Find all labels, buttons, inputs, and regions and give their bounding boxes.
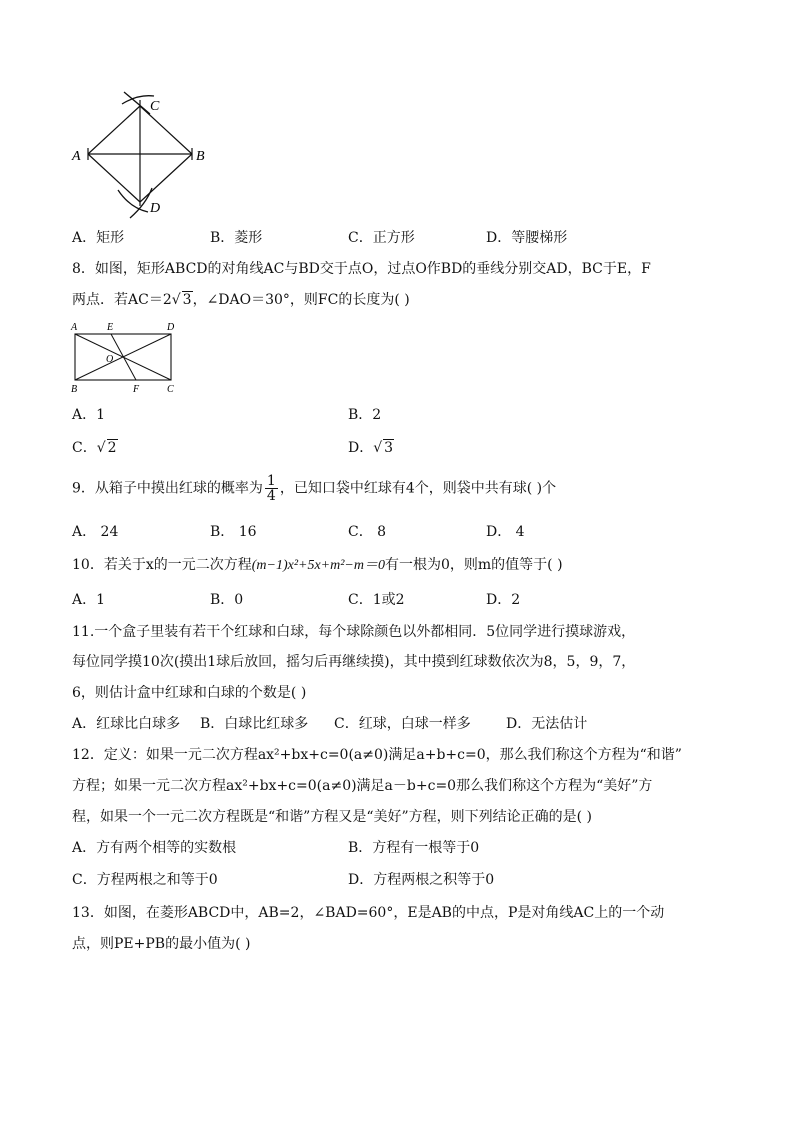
q12-line2: 方程；如果一元二次方程ax²+bx+c=0(a≠0)满足a－b+c=0那么我们称这个方程为“美好”方 bbox=[72, 778, 653, 794]
q9-option-a: A． 24 bbox=[72, 524, 119, 540]
q13-line2: 点，则PE+PB的最小值为( ) bbox=[72, 936, 251, 952]
q10-option-b: B．0 bbox=[210, 592, 244, 608]
q11-option-d: D．无法估计 bbox=[506, 716, 588, 732]
q12-option-b: B．方程有一根等于0 bbox=[348, 840, 480, 856]
q9-line bbox=[72, 474, 556, 503]
q8-line1: 8．如图，矩形ABCD的对角线AC与BD交于点O，过点O作BD的垂线分别交AD，BC于E，F bbox=[72, 261, 651, 277]
q12-option-c: C．方程两根之和等于0 bbox=[72, 872, 218, 888]
q11-option-a: A．红球比白球多 bbox=[72, 716, 181, 732]
q10-option-c: C．1或2 bbox=[348, 592, 405, 608]
q8-line2-sqrt: 3 bbox=[182, 292, 192, 308]
q8-option-d-prefix: D． bbox=[348, 440, 374, 456]
q8-option-d bbox=[348, 438, 394, 458]
q7-option-a: A．矩形 bbox=[72, 230, 125, 246]
q9-text-a: 9．从箱子中摸出红球的概率为 bbox=[72, 480, 263, 497]
q13-line1: 13．如图，在菱形ABCD中，AB=2，∠BAD=60°，E是AB的中点，P是对角线AC上的一个动 bbox=[72, 905, 665, 921]
q8-line2-a: 两点．若AC＝2 bbox=[72, 292, 172, 308]
q9-frac-numerator: 1 bbox=[266, 473, 276, 489]
q7-label-d: D bbox=[150, 201, 161, 216]
q8-label-o: O bbox=[106, 354, 114, 365]
q9-frac-denominator: 4 bbox=[266, 488, 276, 504]
q8-figure bbox=[66, 318, 186, 398]
q8-label-a: A bbox=[71, 322, 78, 333]
q8-option-c bbox=[72, 438, 118, 458]
q8-option-c-sqrt: 2 bbox=[107, 440, 117, 456]
q9-fraction bbox=[265, 474, 278, 503]
q7-label-a: A bbox=[72, 149, 81, 164]
q8-option-b: B．2 bbox=[348, 407, 382, 423]
q8-label-e: E bbox=[107, 322, 114, 333]
q8-line2-b: ，∠DAO＝30°，则FC的长度为( ) bbox=[192, 292, 410, 308]
q7-label-b: B bbox=[196, 149, 205, 164]
q9-option-c: C． 8 bbox=[348, 524, 387, 540]
q10-option-d: D．2 bbox=[486, 592, 521, 608]
q8-option-d-sqrt: 3 bbox=[384, 440, 394, 456]
q7-option-b: B．菱形 bbox=[210, 230, 263, 246]
q12-line1: 12．定义：如果一元二次方程ax²+bx+c=0(a≠0)满足a+b+c=0，那么我们称这个方程为“和谐” bbox=[72, 747, 682, 763]
q8-radical-icon: √ bbox=[171, 292, 181, 308]
q11-line3: 6，则估计盒中红球和白球的个数是( ) bbox=[72, 685, 307, 701]
q7-option-c: C．正方形 bbox=[348, 230, 415, 246]
q8-option-c-radical-icon: √ bbox=[96, 440, 106, 456]
q12-option-d: D．方程两根之积等于0 bbox=[348, 872, 495, 888]
q8-option-a: A．1 bbox=[72, 407, 106, 423]
q10-option-a: A．1 bbox=[72, 592, 106, 608]
q12-option-a: A．方有两个相等的实数根 bbox=[72, 840, 237, 856]
q8-label-f: F bbox=[133, 384, 140, 395]
q11-line1: 11.一个盒子里装有若干个红球和白球，每个球除颜色以外都相同．5位同学进行摸球游戏， bbox=[72, 624, 636, 640]
q9-option-d: D． 4 bbox=[486, 524, 525, 540]
q7-option-d: D．等腰梯形 bbox=[486, 230, 568, 246]
q7-figure bbox=[60, 90, 220, 220]
q10-line bbox=[72, 555, 563, 576]
q11-option-b: B．白球比红球多 bbox=[200, 716, 309, 732]
q11-line2: 每位同学摸10次(摸出1球后放回，摇匀后再继续摸)，其中摸到红球数依次为8，5，9，7， bbox=[72, 654, 636, 670]
q12-line3: 程，如果一个一元二次方程既是“和谐”方程又是“美好”方程，则下列结论正确的是( ) bbox=[72, 809, 593, 825]
q8-line2 bbox=[72, 290, 410, 310]
q10-text-b: 有一根为0，则m的值等于( ) bbox=[385, 557, 563, 573]
q9-text-b: ，已知口袋中红球有4个，则袋中共有球( )个 bbox=[279, 480, 557, 497]
q10-equation: (m−1)x²+5x+m²−m＝0 bbox=[251, 558, 385, 573]
q11-option-c: C．红球，白球一样多 bbox=[334, 716, 471, 732]
q8-option-d-radical-icon: √ bbox=[373, 440, 383, 456]
q8-label-d: D bbox=[167, 322, 175, 333]
q8-label-c: C bbox=[167, 384, 174, 395]
q10-text-a: 10．若关于x的一元二次方程 bbox=[72, 557, 252, 573]
q8-label-b: B bbox=[71, 384, 78, 395]
q8-option-c-prefix: C． bbox=[72, 440, 97, 456]
q7-label-c: C bbox=[150, 99, 160, 114]
q9-option-b: B． 16 bbox=[210, 524, 257, 540]
